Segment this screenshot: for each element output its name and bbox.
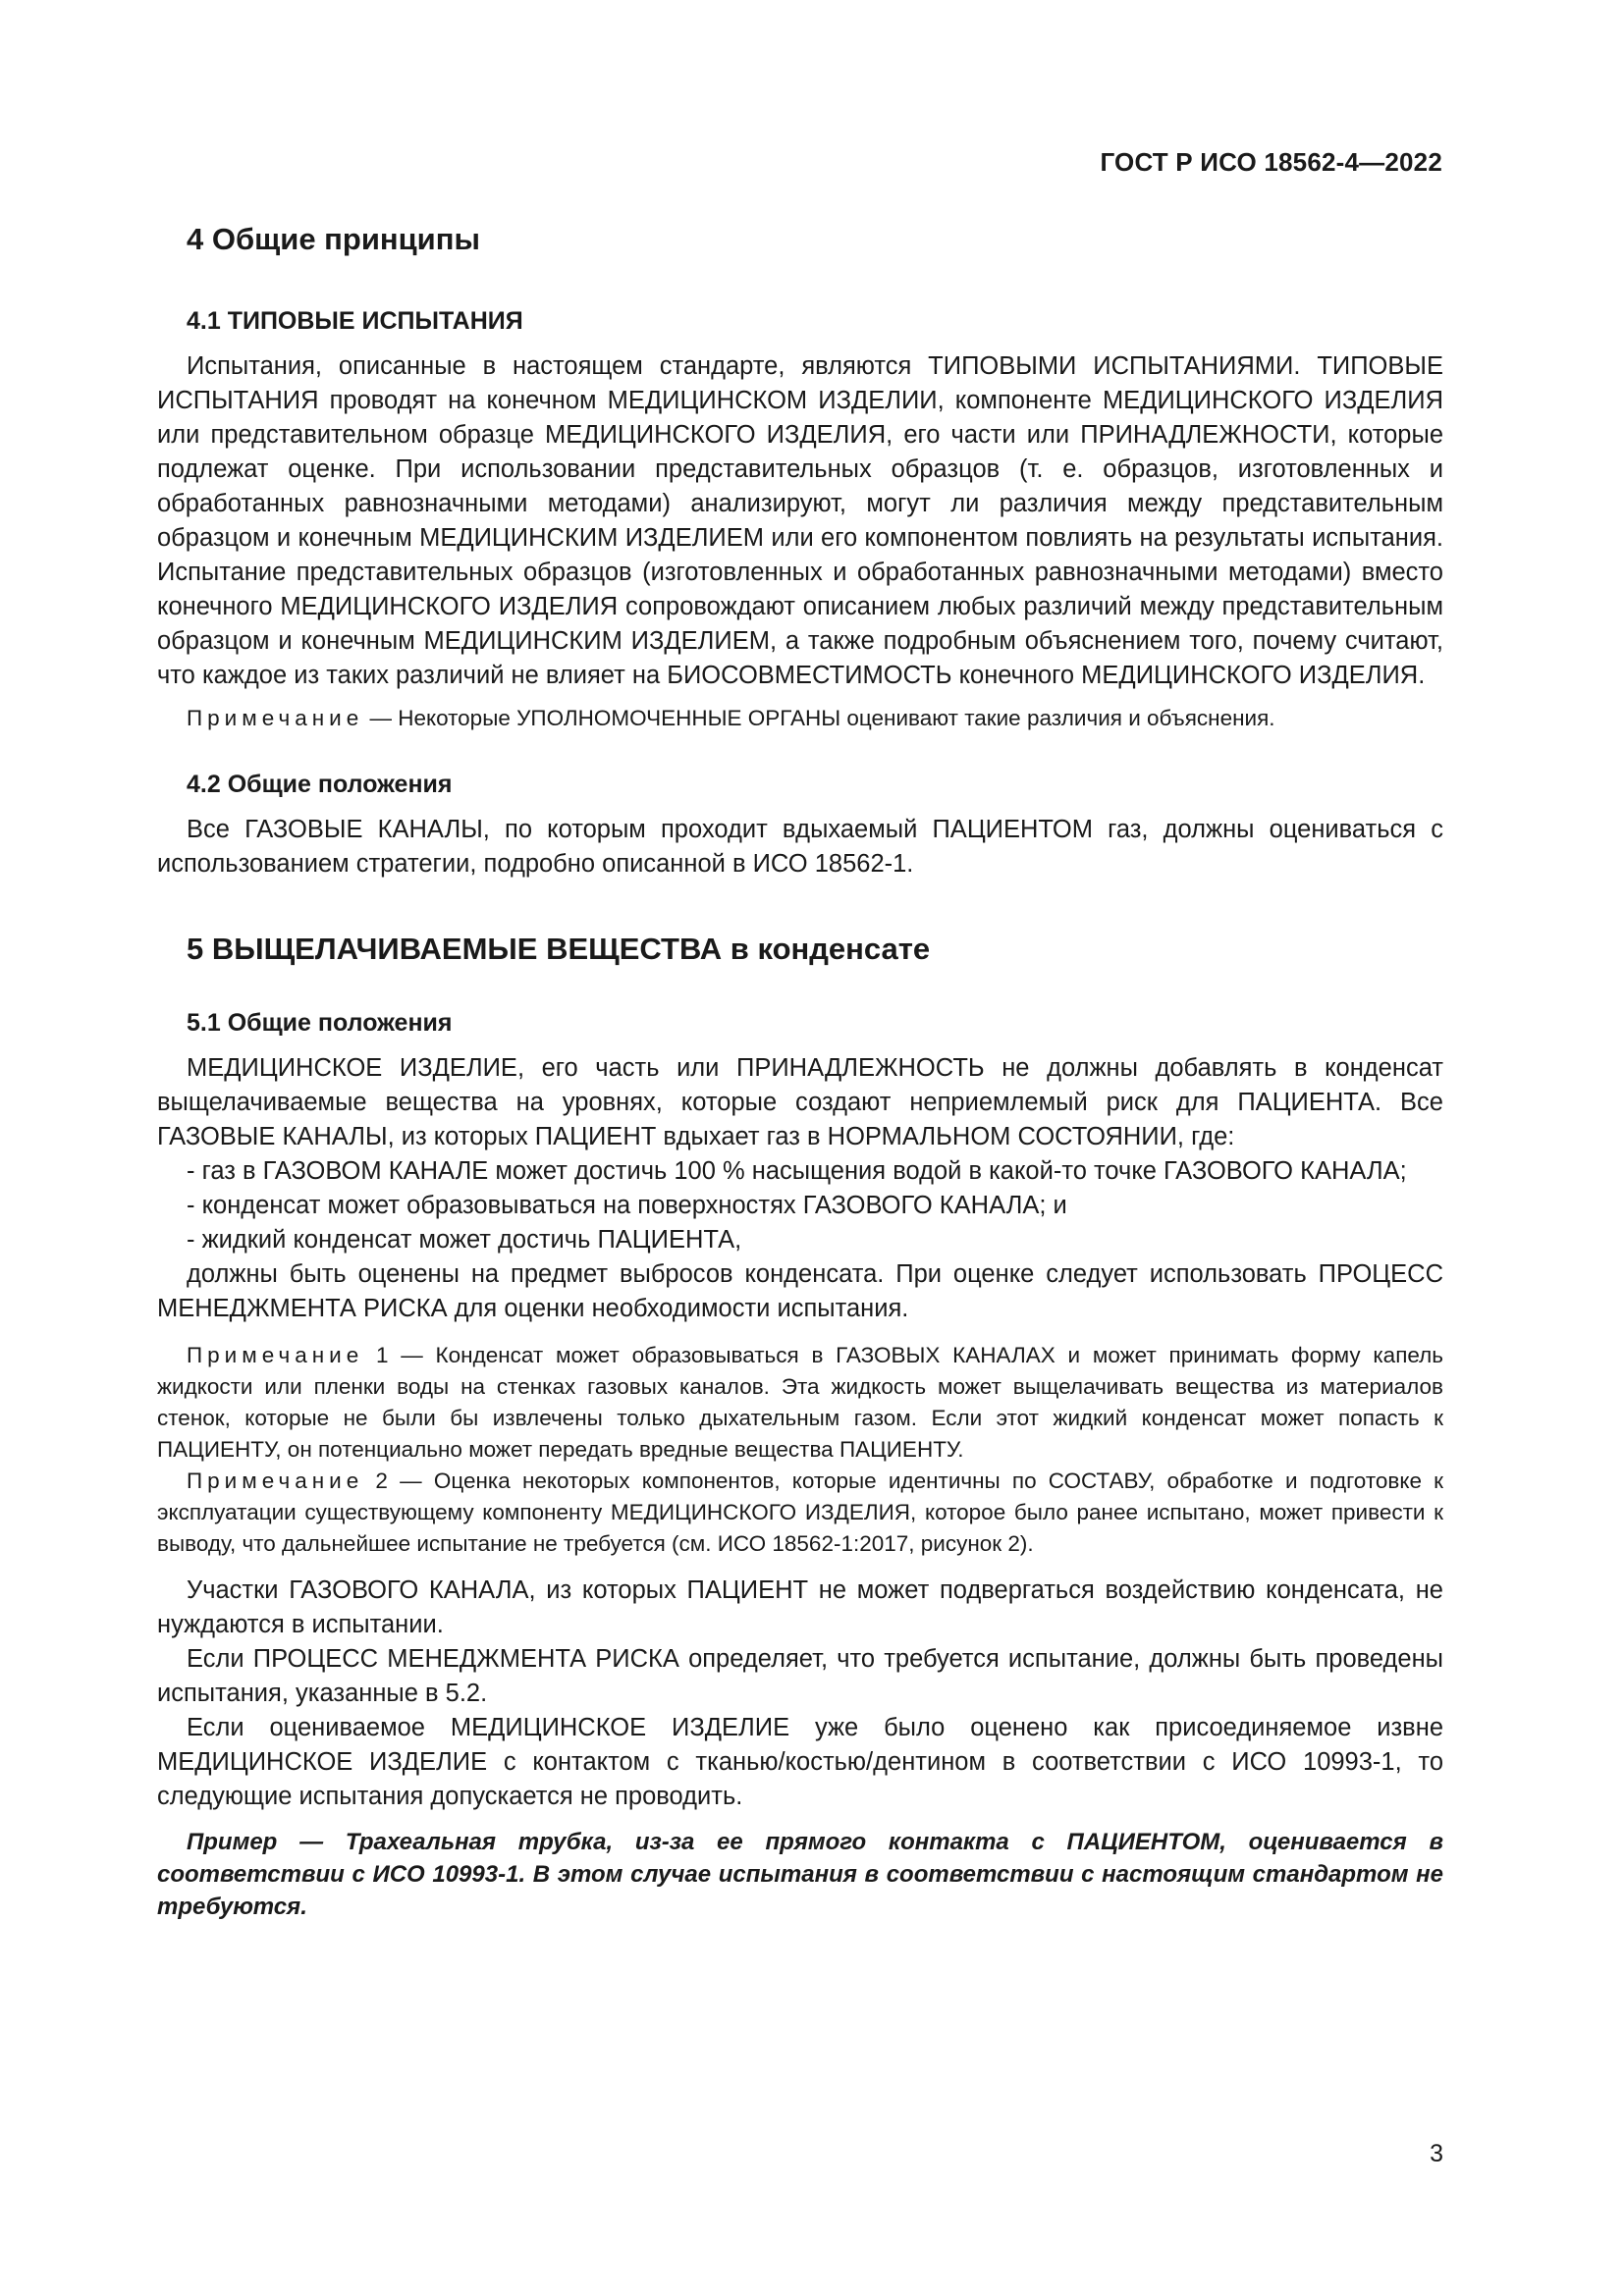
note-label: Примечание [187,706,364,731]
section-4-1-note [157,703,1443,734]
section-5-1-heading: 5.1 Общие положения [187,1009,453,1038]
page-number: 3 [1430,2140,1443,2167]
standard-header: ГОСТ Р ИСО 18562-4—2022 [1100,147,1442,177]
section-5-1-note-2 [157,1466,1443,1560]
list-item-1: - газ в ГАЗОВОМ КАНАЛЕ может достичь 100 % насыщения водой в какой-то точке ГАЗОВОГО КАНАЛА; [187,1157,1407,1186]
section-5-1-note-1 [157,1340,1443,1466]
section-5-1-example: Пример — Трахеальная трубка, из-за ее прямого контакта с ПАЦИЕНТОМ, оценивается в соответствии с ИСО 10993-1. В этом случае испытания в соответствии с настоящим стандартом не требуются. [157,1829,1443,1921]
section-5-1-paragraph-a: Участки ГАЗОВОГО КАНАЛА, из которых ПАЦИЕНТ не может подвергаться воздействию конденсата, не нуждаются в испытании. [157,1576,1443,1639]
page-content [157,221,1443,1923]
section-4-heading: 4 Общие принципы [187,222,480,256]
note-1-text: 1 — Конденсат может образовываться в ГАЗОВЫХ КАНАЛАХ и может принимать форму капель жидкости или пленки воды на стенках газовых каналов. Эта жидкость может выщелачивать вещества из материалов стенок, которые не были бы извлечены только дыхательным газом. Если этот жидкий конденсат может попасть к ПАЦИЕНТУ, он потенциально может передать вредные вещества ПАЦИЕНТУ. [157,1343,1443,1463]
section-4-2-paragraph: Все ГАЗОВЫЕ КАНАЛЫ, по которым проходит вдыхаемый ПАЦИЕНТОМ газ, должны оцениваться с использованием стратегии, подробно описанной в ИСО 18562-1. [157,816,1443,879]
section-4-2-heading: 4.2 Общие положения [187,771,453,799]
note-2-text: 2 — Оценка некоторых компонентов, которые идентичны по СОСТАВУ, обработке и подготовке к эксплуатации существующему компоненту МЕДИЦИНСКОГО ИЗДЕЛИЯ, которое было ранее испытано, может привести к выводу, что дальнейшее испытание не требуется (см. ИСО 18562-1:2017, рисунок 2). [157,1468,1443,1557]
list-item-3: - жидкий конденсат может достичь ПАЦИЕНТА, [187,1226,742,1255]
note-2-label: Примечание [187,1468,364,1494]
section-4-1-paragraph: Испытания, описанные в настоящем стандарте, являются ТИПОВЫМИ ИСПЫТАНИЯМИ. ТИПОВЫЕ ИСПЫТАНИЯ проводят на конечном МЕДИЦИНСКОМ ИЗДЕЛИИ, компоненте МЕДИЦИНСКОГО ИЗДЕЛИЯ или представительном образце МЕДИЦИНСКОГО ИЗДЕЛИЯ, его части или ПРИНАДЛЕЖНОСТИ, которые подлежат оценке. При использовании представительных образцов (т. е. образцов, изготовленных и обработанных равнозначными методами) анализируют, могут ли различия между представительным образцом и конечным МЕДИЦИНСКИМ ИЗДЕЛИЕМ или его компонентом повлиять на результаты испытания. Испытание представительных образцов (изготовленных и обработанных равнозначными методами) вместо конечного МЕДИЦИНСКОГО ИЗДЕЛИЯ сопровождают описанием любых различий между представительным образцом и конечным МЕДИЦИНСКИМ ИЗДЕЛИЕМ, а также подробным объяснением того, почему считают, что каждое из таких различий не влияет на БИОСОВМЕСТИМОСТЬ конечного МЕДИЦИНСКОГО ИЗДЕЛИЯ. [157,352,1443,690]
section-5-1-paragraph-b: Если ПРОЦЕСС МЕНЕДЖМЕНТА РИСКА определяет, что требуется испытание, должны быть проведены испытания, указанные в 5.2. [157,1645,1443,1708]
section-5-1-paragraph-c: Если оцениваемое МЕДИЦИНСКОЕ ИЗДЕЛИЕ уже было оценено как присоединяемое извне МЕДИЦИНСКОЕ ИЗДЕЛИЕ с контактом с тканью/костью/дентином в соответствии с ИСО 10993-1, то следующие испытания допускается не проводить. [157,1714,1443,1811]
list-item-2: - конденсат может образовываться на поверхностях ГАЗОВОГО КАНАЛА; и [187,1192,1067,1220]
section-5-heading: 5 ВЫЩЕЛАЧИВАЕМЫЕ ВЕЩЕСТВА в конденсате [187,932,931,967]
section-5-1-conclusion: должны быть оценены на предмет выбросов конденсата. При оценке следует использовать ПРОЦЕСС МЕНЕДЖМЕНТА РИСКА для оценки необходимости испытания. [157,1260,1443,1323]
note-1-label: Примечание [187,1343,364,1368]
section-5-1-intro: МЕДИЦИНСКОЕ ИЗДЕЛИЕ, его часть или ПРИНАДЛЕЖНОСТЬ не должны добавлять в конденсат выщелачиваемые вещества на уровнях, которые создают неприемлемый риск для ПАЦИЕНТА. Все ГАЗОВЫЕ КАНАЛЫ, из которых ПАЦИЕНТ вдыхает газ в НОРМАЛЬНОМ СОСТОЯНИИ, где: [157,1054,1443,1151]
note-text: — Некоторые УПОЛНОМОЧЕННЫЕ ОРГАНЫ оценивают такие различия и объяснения. [363,706,1275,731]
section-4-1-heading: 4.1 ТИПОВЫЕ ИСПЫТАНИЯ [187,307,523,336]
